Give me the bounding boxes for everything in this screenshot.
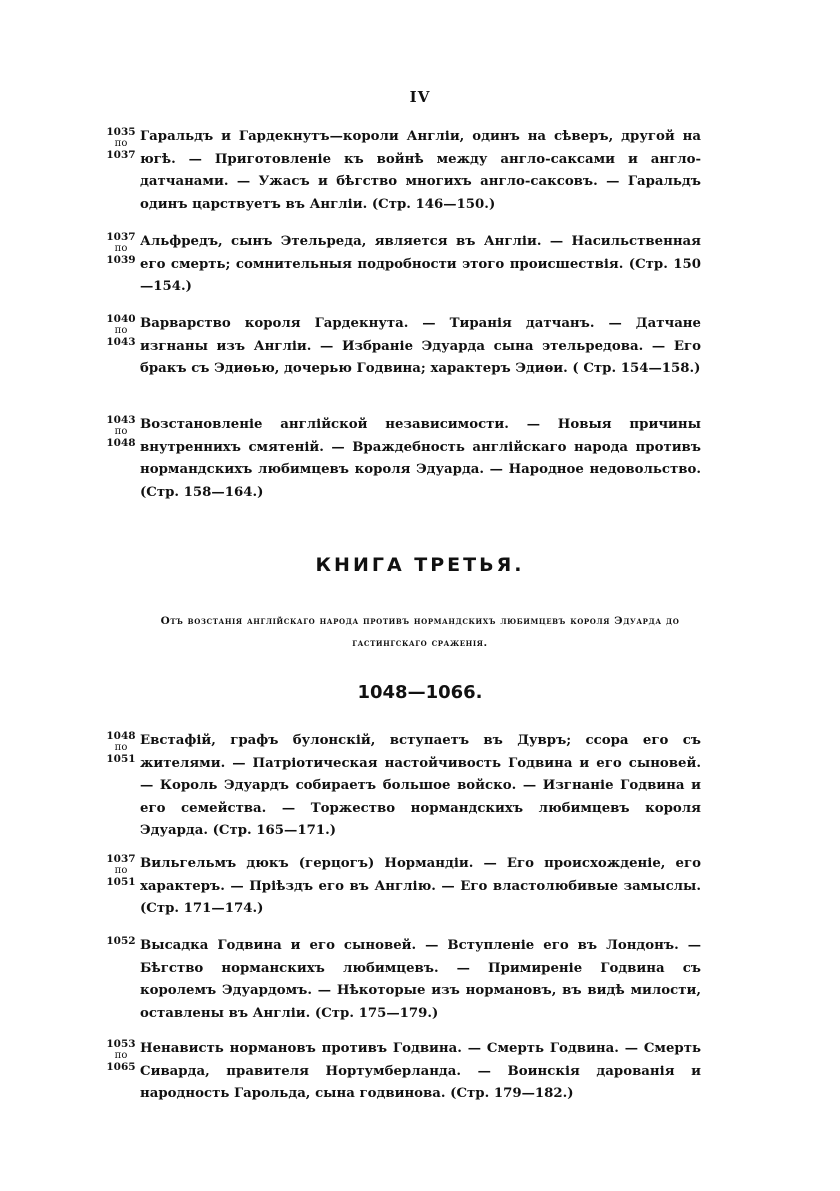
date-po: по: [114, 243, 128, 254]
entry-text: Ненависть нормановъ противъ Годвина. — Смерть Годвина. — Смерть Сиварда, правителя Нортумберланда. — Воинскія дарованія и народность Гарольда, сына годвинова. (Стр. 179—182.): [140, 1041, 701, 1101]
date-to: 1048: [106, 437, 136, 449]
date-po: по: [114, 426, 128, 437]
toc-entry: [103, 414, 701, 504]
entry-text: Возстановленіе англійской независимости. — Новыя причины внутреннихъ смятеній. — Враждебность англійскаго народа противъ нормандскихъ любимцевъ короля Эдуарда. — Народное недовольство. (Стр. 158—164.): [140, 417, 701, 500]
date-to: 1051: [106, 753, 136, 765]
entry-text: Вильгельмъ дюкъ (герцогъ) Нормандіи. — Его происхожденіе, его характеръ. — Пріѣздъ его въ Англію. — Его властолюбивые замыслы. (Стр. 171—174.): [140, 856, 701, 916]
entry-text: Альфредъ, сынъ Этельреда, является въ Англіи. — Насильственная его смерть; сомнительныя подробности этого происшествія. (Стр. 150—154.): [140, 234, 701, 294]
date-po: по: [114, 1050, 128, 1061]
book-date-range: 1048—1066.: [357, 682, 483, 703]
date-from: 1035: [106, 126, 136, 138]
date-to: 1065: [106, 1061, 136, 1073]
book-subtitle: Отъ возстанія англійскаго народа противъ нормандскихъ любимцевъ короля Эдуарда до гастингскаго сраженія.: [160, 615, 680, 649]
toc-entry: [103, 853, 701, 921]
entry-dates: [103, 231, 139, 267]
toc-entry: [103, 730, 701, 843]
date-to: 1043: [106, 336, 136, 348]
entry-dates: [103, 313, 139, 349]
toc-entry: [103, 231, 701, 299]
date-po: по: [114, 325, 128, 336]
date-po: по: [114, 865, 128, 876]
date-from: 1053: [106, 1038, 136, 1050]
entry-text: Высадка Годвина и его сыновей. — Вступленіе его въ Лондонъ. — Бѣгство норманскихъ любимцевъ. — Примиреніе Годвина съ королемъ Эдуардомъ. — Нѣкоторые изъ нормановъ, въ видѣ милости, оставлены въ Англіи. (Стр. 175—179.): [140, 938, 701, 1021]
entry-dates: [103, 853, 139, 889]
book-title: КНИГА ТРЕТЬЯ.: [315, 554, 525, 576]
toc-entry: [103, 1038, 701, 1106]
date-to: 1039: [106, 254, 136, 266]
entry-dates: [103, 730, 139, 766]
date-to: 1051: [106, 876, 136, 888]
date-from: 1043: [106, 414, 136, 426]
date-from: 1052: [106, 935, 136, 947]
entry-text: Евстафій, графъ булонскій, вступаетъ въ Дувръ; ссора его съ жителями. — Патріотическая настойчивость Годвина и его сыновей. — Король Эдуардъ собираетъ большое войско. — Изгнаніе Годвина и его семейства. — Торжество нормандскихъ любимцевъ короля Эдуарда. (Стр. 165—171.): [140, 733, 701, 838]
entry-dates: [103, 414, 139, 450]
entry-text: Варварство короля Гардекнута. — Тиранія датчанъ. — Датчане изгнаны изъ Англіи. — Избраніе Эдуарда сына этельредова. — Его бракъ съ Эдиѳью, дочерью Годвина; характеръ Эдиѳи. ( Стр. 154—158.): [140, 316, 701, 376]
toc-entry: [103, 313, 701, 381]
entry-dates: [103, 1038, 139, 1074]
date-to: 1037: [106, 149, 136, 161]
entry-dates: [103, 935, 139, 948]
page-number: IV: [409, 88, 431, 106]
date-from: 1048: [106, 730, 136, 742]
toc-entry: [103, 126, 701, 216]
date-po: по: [114, 138, 128, 149]
date-from: 1037: [106, 853, 136, 865]
entry-text: Гаральдъ и Гардекнутъ—короли Англіи, одинъ на сѣверъ, другой на югѣ. — Приготовленіе къ войнѣ между англо-саксами и англо-датчанами. — Ужасъ и бѣгство многихъ англо-саксовъ. — Гаральдъ одинъ царствуетъ въ Англіи. (Стр. 146—150.): [140, 129, 701, 212]
date-from: 1040: [106, 313, 136, 325]
entry-dates: [103, 126, 139, 162]
toc-entry: [103, 935, 701, 1025]
date-po: по: [114, 742, 128, 753]
date-from: 1037: [106, 231, 136, 243]
